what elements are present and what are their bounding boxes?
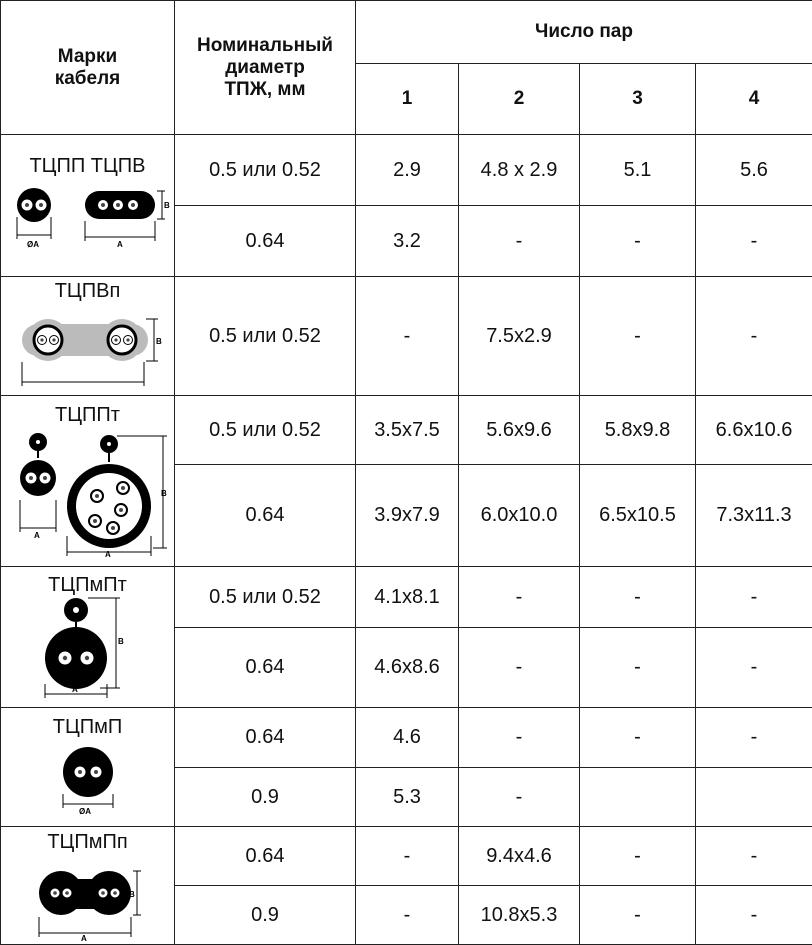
value-cell: -	[356, 277, 459, 396]
value-cell: -	[696, 206, 812, 277]
value-cell: 6.6x10.6	[696, 396, 812, 465]
value-cell: 2.9	[356, 135, 459, 206]
table-row	[1, 827, 812, 886]
brand-cell-tcpvp	[1, 277, 175, 396]
tcppt-cross-section-diagram	[5, 426, 170, 558]
diameter-cell: 0.5 или 0.52	[175, 135, 356, 206]
b-label: B	[155, 337, 162, 346]
header-pairs-3: 3	[580, 64, 696, 135]
brand-cell-tcpmpp	[1, 827, 175, 945]
tcpp-tcpv-cross-section-diagram	[5, 177, 170, 257]
diameter-cell: 0.5 или 0.52	[175, 277, 356, 396]
value-cell: 4.6x8.6	[356, 628, 459, 708]
brand-cell-tcppt	[1, 396, 175, 567]
value-cell: 4.1x8.1	[356, 567, 459, 628]
header-brand: Марки кабеля	[1, 1, 175, 135]
diameter-cell: 0.5 или 0.52	[175, 567, 356, 628]
brand-cell-tcpmp	[1, 708, 175, 827]
a-label: А	[80, 933, 87, 941]
diameter-cell: 0.64	[175, 465, 356, 567]
value-cell: -	[356, 886, 459, 945]
table-row	[1, 135, 812, 206]
tcpmpt-cross-section-diagram	[28, 596, 148, 700]
brand-cell-tcpp-tcpv	[1, 135, 175, 277]
value-cell: -	[580, 827, 696, 886]
tcpmp-cross-section-diagram	[53, 738, 123, 818]
b-label: B	[128, 889, 135, 899]
value-cell: -	[580, 886, 696, 945]
value-cell: -	[696, 628, 812, 708]
tcpmpp-cross-section-diagram	[33, 853, 143, 941]
value-cell	[580, 768, 696, 827]
value-cell: -	[696, 827, 812, 886]
brand-name: ТЦПВп	[54, 280, 121, 302]
header-pairs-title: Число пар	[356, 1, 812, 64]
value-cell: 5.6x9.6	[459, 396, 580, 465]
diameter-cell: 0.64	[175, 628, 356, 708]
value-cell: 5.3	[356, 768, 459, 827]
header-pairs-4: 4	[696, 64, 812, 135]
b-label: B	[117, 637, 124, 646]
value-cell: -	[580, 206, 696, 277]
value-cell: 3.9x7.9	[356, 465, 459, 567]
diameter-cell: 0.64	[175, 827, 356, 886]
value-cell: 4.6	[356, 708, 459, 768]
table-row	[1, 567, 812, 628]
diameter-cell: 0.9	[175, 768, 356, 827]
value-cell: 4.8 x 2.9	[459, 135, 580, 206]
value-cell: -	[696, 708, 812, 768]
value-cell: -	[696, 277, 812, 396]
value-cell: 5.8x9.8	[580, 396, 696, 465]
value-cell: -	[696, 567, 812, 628]
value-cell: -	[580, 277, 696, 396]
diameter-cell: 0.9	[175, 886, 356, 945]
header-pairs-1: 1	[356, 64, 459, 135]
value-cell: 3.5x7.5	[356, 396, 459, 465]
value-cell: 10.8x5.3	[459, 886, 580, 945]
value-cell: 5.6	[696, 135, 812, 206]
value-cell: 5.1	[580, 135, 696, 206]
value-cell: -	[459, 708, 580, 768]
diameter-cell: 0.64	[175, 206, 356, 277]
value-cell: 7.5x2.9	[459, 277, 580, 396]
value-cell: -	[459, 628, 580, 708]
value-cell: -	[459, 567, 580, 628]
value-cell: 9.4x4.6	[459, 827, 580, 886]
value-cell: 7.3x11.3	[696, 465, 812, 567]
brand-name: ТЦПП ТЦПВ	[29, 154, 146, 177]
brand-name: ТЦПмПп	[47, 830, 128, 853]
value-cell: -	[580, 567, 696, 628]
table-row	[1, 396, 812, 465]
value-cell: -	[580, 628, 696, 708]
brand-cell-tcpmpt	[1, 567, 175, 708]
brand-name: ТЦПмПт	[48, 574, 127, 596]
a-label: А	[105, 550, 111, 558]
value-cell: -	[696, 886, 812, 945]
a-label: А	[117, 239, 123, 249]
value-cell: -	[580, 708, 696, 768]
value-cell: 6.0x10.0	[459, 465, 580, 567]
value-cell: 3.2	[356, 206, 459, 277]
value-cell	[696, 768, 812, 827]
a-label: А	[34, 531, 40, 540]
header-diameter: Номинальный диаметр ТПЖ, мм	[175, 1, 356, 135]
value-cell: 6.5x10.5	[580, 465, 696, 567]
brand-name: ТЦПмП	[52, 716, 123, 738]
table-row	[1, 708, 812, 768]
b-label: B	[161, 489, 167, 498]
diameter-cell: 0.64	[175, 708, 356, 768]
tcpvp-cross-section-diagram	[8, 302, 168, 392]
header-pairs-2: 2	[459, 64, 580, 135]
value-cell: -	[356, 827, 459, 886]
dia-a-label: ØA	[78, 807, 91, 816]
table-row	[1, 277, 812, 396]
value-cell: -	[459, 206, 580, 277]
b-label: B	[164, 200, 170, 210]
dia-a-label: ØA	[27, 239, 39, 249]
value-cell: -	[459, 768, 580, 827]
diameter-cell: 0.5 или 0.52	[175, 396, 356, 465]
a-label: А	[71, 685, 78, 694]
brand-name: ТЦППт	[55, 404, 120, 426]
